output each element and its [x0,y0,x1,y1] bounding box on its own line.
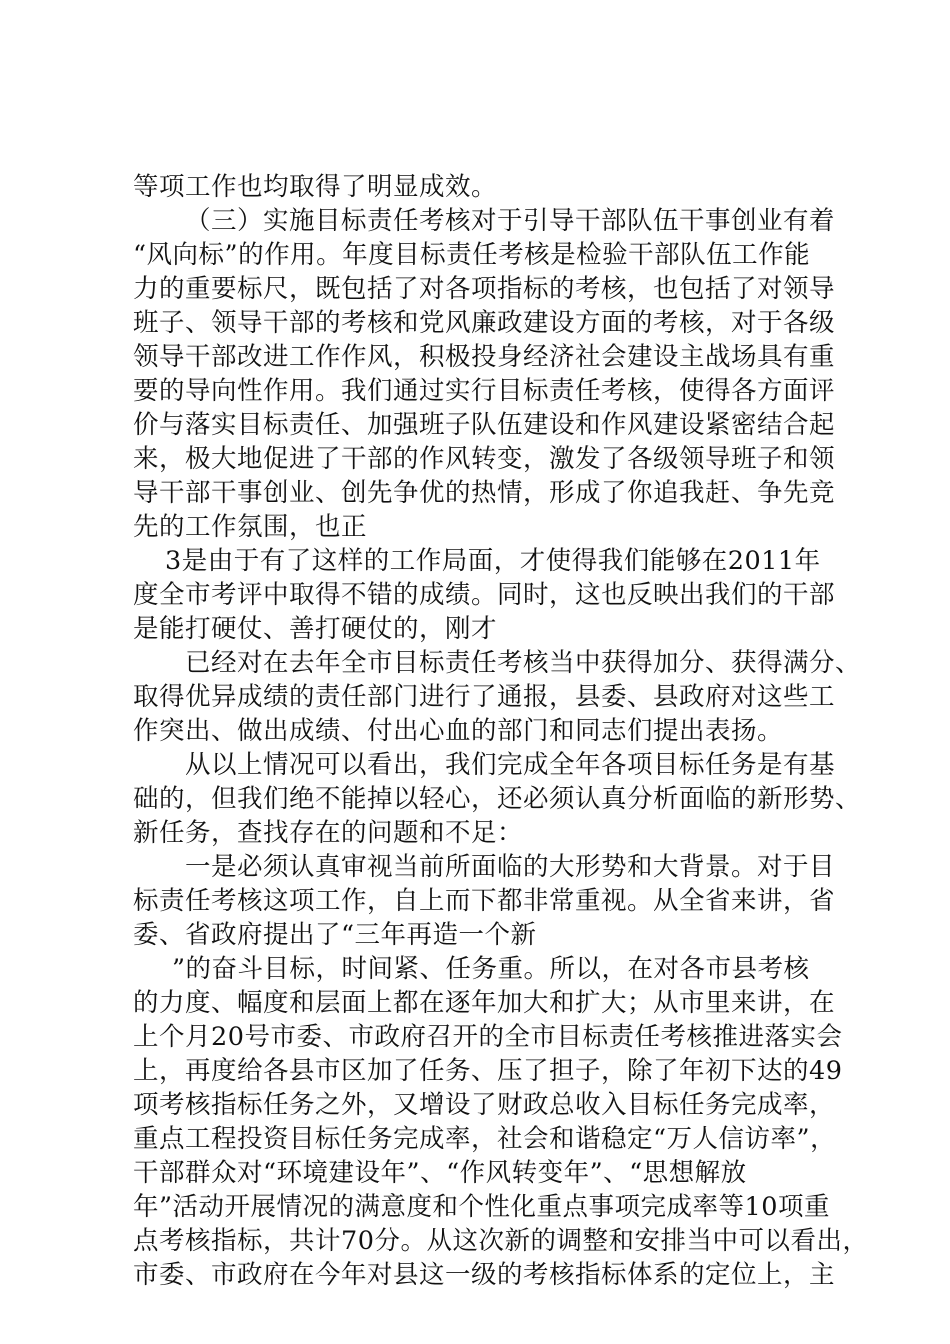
text-line: 上个月20号市委、市政府召开的全市目标责任考核推进落实会 [133,1022,843,1052]
text-line: 作突出、做出成绩、付出心血的部门和同志们提出表扬。 [133,716,784,746]
text-line: 重点工程投资目标任务完成率，社会和谐稳定“万人信访率”， [133,1124,837,1154]
text-line: 是能打硬仗、善打硬仗的，刚才 [133,614,498,644]
text-line: 力的重要标尺，既包括了对各项指标的考核，也包括了对领导 [133,274,836,304]
text-line: 要的导向性作用。我们通过实行目标责任考核，使得各方面评 [133,376,836,406]
text-line: 导干部干事创业、创先争优的热情，形成了你追我赶、争先竞 [133,478,836,508]
text-line: 的力度、幅度和层面上都在逐年加大和扩大；从市里来讲，在 [133,988,836,1018]
text-line: 来，极大地促进了干部的作风转变，激发了各级领导班子和领 [133,444,836,474]
text-line: 标责任考核这项工作，自上而下都非常重视。从全省来讲，省 [133,886,836,916]
text-line: 点考核指标，共计70分。从这次新的调整和安排当中可以看出， [133,1226,869,1256]
text-line: 新任务，查找存在的问题和不足： [133,818,524,848]
text-line: 先的工作氛围，也正 [133,512,368,542]
text-line: 委、省政府提出了“三年再造一个新 [133,920,537,950]
text-line: 取得优异成绩的责任部门进行了通报，县委、县政府对这些工 [133,682,836,712]
text-line: 班子、领导干部的考核和党风廉政建设方面的考核，对于各级 [133,308,836,338]
text-line: 3是由于有了这样的工作局面，才使得我们能够在2011年 [165,546,821,576]
text-line: 上，再度给各县市区加了任务、压了担子，除了年初下达的49 [133,1056,843,1086]
text-line: 价与落实目标责任、加强班子队伍建设和作风建设紧密结合起 [133,410,836,440]
text-line: ”的奋斗目标，时间紧、任务重。所以，在对各市县考核 [172,954,810,984]
text-line: 础的，但我们绝不能掉以轻心，还必须认真分析面临的新形势、 [133,784,862,814]
text-line: 项考核指标任务之外，又增设了财政总收入目标任务完成率， [133,1090,836,1120]
text-line: 一是必须认真审视当前所面临的大形势和大背景。对于目 [185,852,836,882]
text-line: 从以上情况可以看出，我们完成全年各项目标任务是有基 [185,750,836,780]
text-line: 干部群众对“环境建设年”、“作风转变年”、“思想解放 [133,1158,747,1188]
text-line: 年”活动开展情况的满意度和个性化重点事项完成率等10项重 [133,1192,830,1222]
text-line: “风向标”的作用。年度目标责任考核是检验干部队伍工作能 [133,240,811,270]
text-line: 市委、市政府在今年对县这一级的考核指标体系的定位上，主 [133,1260,836,1290]
text-line: 度全市考评中取得不错的成绩。同时，这也反映出我们的干部 [133,580,836,610]
text-line: 等项工作也均取得了明显成效。 [133,172,498,202]
text-line: （三）实施目标责任考核对于引导干部队伍干事创业有着 [185,206,836,236]
text-line: 领导干部改进工作作风，积极投身经济社会建设主战场具有重 [133,342,836,372]
text-line: 已经对在去年全市目标责任考核当中获得加分、获得满分、 [185,648,862,678]
